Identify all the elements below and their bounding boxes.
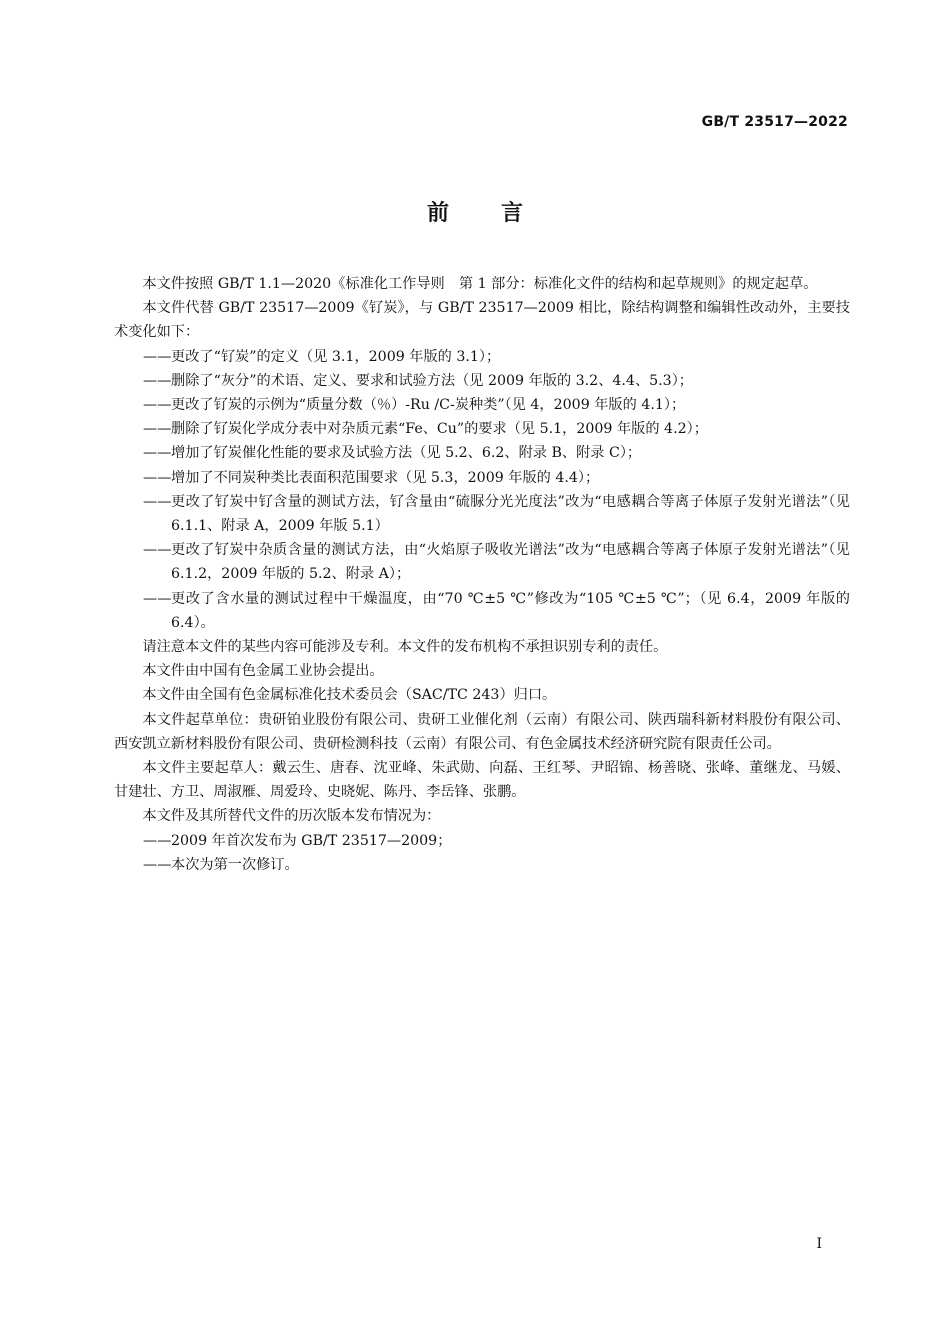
change-item <box>114 587 850 635</box>
dash-mark: —— <box>143 590 172 607</box>
dash-mark: —— <box>143 832 172 849</box>
history-item <box>114 829 850 853</box>
paragraph-replacement: 本文件代替 GB/T 23517—2009《钌炭》，与 GB/T 23517—2009 相比，除结构调整和编辑性改动外，主要技术变化如下： <box>114 300 850 341</box>
change-text: 更改了钌炭中杂质含量的测试方法，由“火焰原子吸收光谱法”改为“电感耦合等离子体原子发射光谱法”（见 6.1.2，2009 年版的 5.2、附录 A）； <box>171 542 850 583</box>
change-item <box>114 417 850 441</box>
dash-mark: —— <box>143 493 172 510</box>
page-number: Ⅰ <box>816 1236 822 1252</box>
change-item <box>114 441 850 465</box>
change-item <box>114 466 850 490</box>
change-text: 更改了“钌炭”的定义（见 3.1，2009 年版的 3.1）； <box>171 348 501 365</box>
dash-mark: —— <box>143 469 172 486</box>
change-text: 删除了“灰分”的术语、定义、要求和试验方法（见 2009 年版的 3.2、4.4、5.3）； <box>171 372 693 389</box>
change-item <box>114 490 850 538</box>
paragraph-drafting-units: 本文件起草单位：贵研铂业股份有限公司、贵研工业催化剂（云南）有限公司、陕西瑞科新材料股份有限公司、西安凯立新材料股份有限公司、贵研检测科技（云南）有限公司、有色金属技术经济研究院有限责任公司。 <box>114 711 850 752</box>
paragraph-drafters: 本文件主要起草人：戴云生、唐春、沈亚峰、朱武勋、向磊、王红琴、尹昭锦、杨善晓、张峰、董继龙、马媛、甘建壮、方卫、周淑雁、周爱玲、史晓妮、陈丹、李岳锋、张鹏。 <box>114 760 850 801</box>
history-text: 2009 年首次发布为 GB/T 23517—2009； <box>171 832 452 849</box>
paragraph-drafting-rules: 本文件按照 GB/T 1.1—2020《标准化工作导则 第 1 部分：标准化文件的结构和起草规则》的规定起草。 <box>142 276 818 292</box>
dash-mark: —— <box>143 372 172 389</box>
paragraph-patent-notice: 请注意本文件的某些内容可能涉及专利。本文件的发布机构不承担识别专利的责任。 <box>142 639 668 656</box>
change-text: 更改了含水量的测试过程中干燥温度，由“70 ℃±5 ℃”修改为“105 ℃±5 ℃”；（见 6.4，2009 年版的 6.4）。 <box>171 590 850 631</box>
change-text: 更改了钌炭的示例为“质量分数（％）-Ru /C-炭种类”（见 4，2009 年版的 4.1）； <box>171 397 686 414</box>
paragraph-proposer: 本文件由中国有色金属工业协会提出。 <box>142 663 384 680</box>
dash-mark: —— <box>143 445 172 462</box>
paragraph-committee: 本文件由全国有色金属标准化技术委员会（SAC/TC 243）归口。 <box>142 687 557 704</box>
dash-mark: —— <box>143 397 172 414</box>
page-title: 前言 <box>426 201 575 226</box>
paragraph-history-intro: 本文件及其所替代文件的历次版本发布情况为： <box>142 808 441 825</box>
change-item <box>114 393 850 417</box>
change-text: 更改了钌炭中钌含量的测试方法，钌含量由“硫脲分光光度法”改为“电感耦合等离子体原子发射光谱法”（见 6.1.1、附录 A，2009 年版 5.1） <box>171 493 850 535</box>
dash-mark: —— <box>143 348 172 365</box>
change-text: 增加了钌炭催化性能的要求及试验方法（见 5.2、6.2、附录 B、附录 C）； <box>171 445 642 462</box>
history-text: 本次为第一次修订。 <box>171 856 299 873</box>
foreword-body <box>114 272 850 877</box>
change-text: 增加了不同炭种类比表面积范围要求（见 5.3，2009 年版的 4.4）； <box>171 469 600 486</box>
change-item <box>114 345 850 369</box>
dash-mark: —— <box>143 421 172 438</box>
history-item <box>114 853 850 877</box>
change-text: 删除了钌炭化学成分表中对杂质元素“Fe、Cu”的要求（见 5.1，2009 年版的 4.2）； <box>171 421 708 438</box>
change-item <box>114 538 850 586</box>
dash-mark: —— <box>143 856 172 873</box>
dash-mark: —— <box>143 542 172 559</box>
standard-code: GB/T 23517—2022 <box>701 114 848 130</box>
change-item <box>114 369 850 393</box>
